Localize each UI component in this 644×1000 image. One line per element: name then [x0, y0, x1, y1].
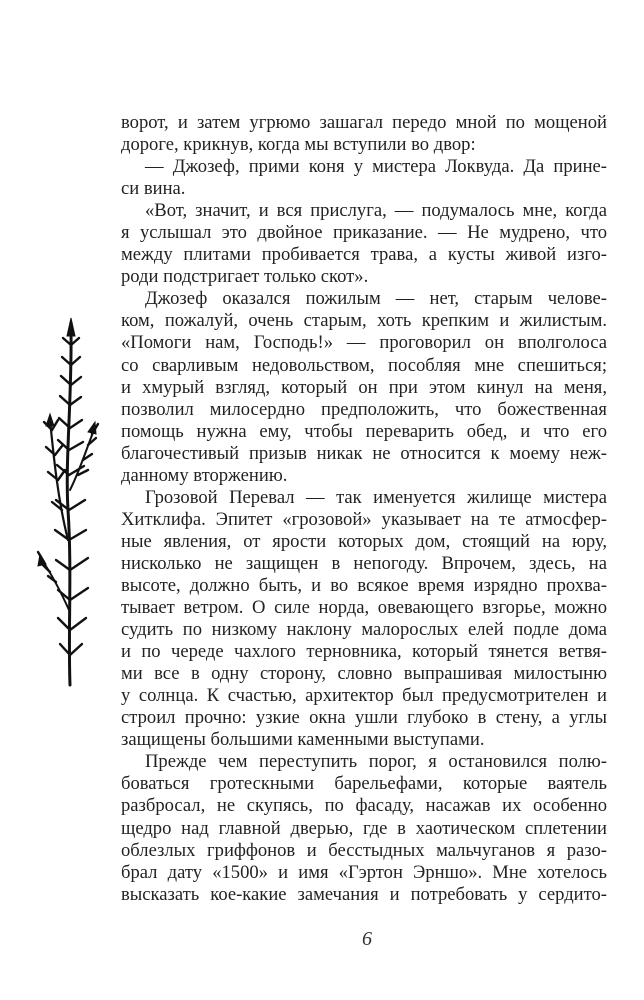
text-line: судить по низкому наклону малорослых елей подле дома: [121, 619, 607, 641]
page-number: 6: [362, 928, 372, 950]
text-line: нисколько не защищен в непогоду. Впрочем, здесь, на: [121, 552, 607, 574]
text-line: данному вторжению.: [121, 464, 288, 486]
text-line: Джозеф оказался пожилым — нет, старым челове-: [145, 288, 607, 310]
text-line: между плитами пробивается трава, а кусты живой изго-: [121, 244, 607, 266]
text-line: ми все в одну сторону, словно выпрашивая милостыню: [121, 663, 607, 685]
text-line: боваться гротескными барельефами, которые ваятель: [121, 773, 607, 795]
text-line: я услышал это двойное приказание. — Не мудрено, что: [121, 222, 607, 244]
text-line: дороге, крикнув, когда мы вступили во двор:: [121, 134, 476, 156]
text-line: Хитклифа. Эпитет «грозовой» указывает на те атмосфер-: [121, 508, 607, 530]
text-line: и по череде чахлого терновника, который тянется ветвя-: [121, 641, 607, 663]
text-line: щедро над главной дверью, где в хаотическом сплетении: [121, 817, 607, 839]
text-line: позволил милосердно предположить, что божественная: [121, 398, 607, 420]
text-line: высказать кое-какие замечания и потребовать у сердито-: [121, 883, 607, 905]
text-line: ворот, и затем угрюмо зашагал передо мной по мощеной: [121, 112, 607, 133]
text-line: облезлых гриффонов и бесстыдных мальчуганов я разо-: [121, 839, 607, 861]
text-line: помощь нужна ему, чтобы переварить обед, и что его: [121, 420, 607, 442]
text-line: благочестивый призыв никак не относится к моему неж-: [121, 442, 607, 464]
body-text: [121, 112, 607, 906]
text-line: — Джозеф, прими коня у мистера Локвуда. Да прине-: [145, 156, 607, 178]
text-line: со сварливым недовольством, пособляя мне спешиться;: [121, 354, 607, 376]
text-line: роди подстригает только скот».: [121, 266, 369, 288]
text-line: Грозовой Перевал — так именуется жилище мистера: [145, 486, 607, 508]
text-line: брал дату «1500» и имя «Гэртон Эрншо». Мне хотелось: [121, 861, 607, 883]
text-line: Прежде чем переступить порог, я остановился полю-: [145, 751, 607, 773]
text-line: и хмурый взгляд, который он при этом кинул на меня,: [121, 376, 607, 398]
text-line: защищены большими каменными выступами.: [121, 729, 485, 751]
text-line: си вина.: [121, 178, 186, 200]
text-line: «Помоги нам, Господь!» — проговорил он вполголоса: [121, 332, 607, 354]
botanical-sprig-icon: [28, 310, 108, 690]
text-line: ные явления, от ярости которых дом, стоящий на юру,: [121, 530, 607, 552]
text-line: разбросал, не скупясь, по фасаду, насажав их особенно: [121, 795, 607, 817]
text-line: высоте, должно быть, и во всякое время изрядно прохва-: [121, 574, 607, 596]
text-line: ком, пожалуй, очень старым, хоть крепким и жилистым.: [121, 310, 607, 332]
text-line: «Вот, значит, и вся прислуга, — подумалось мне, когда: [145, 200, 607, 222]
text-line: у солнца. К счастью, архитектор был предусмотрителен и: [121, 685, 607, 707]
text-line: тывает ветром. О силе норда, овевающего взгорье, можно: [121, 597, 607, 619]
text-line: строил прочно: узкие окна ушли глубоко в стену, а углы: [121, 707, 607, 729]
